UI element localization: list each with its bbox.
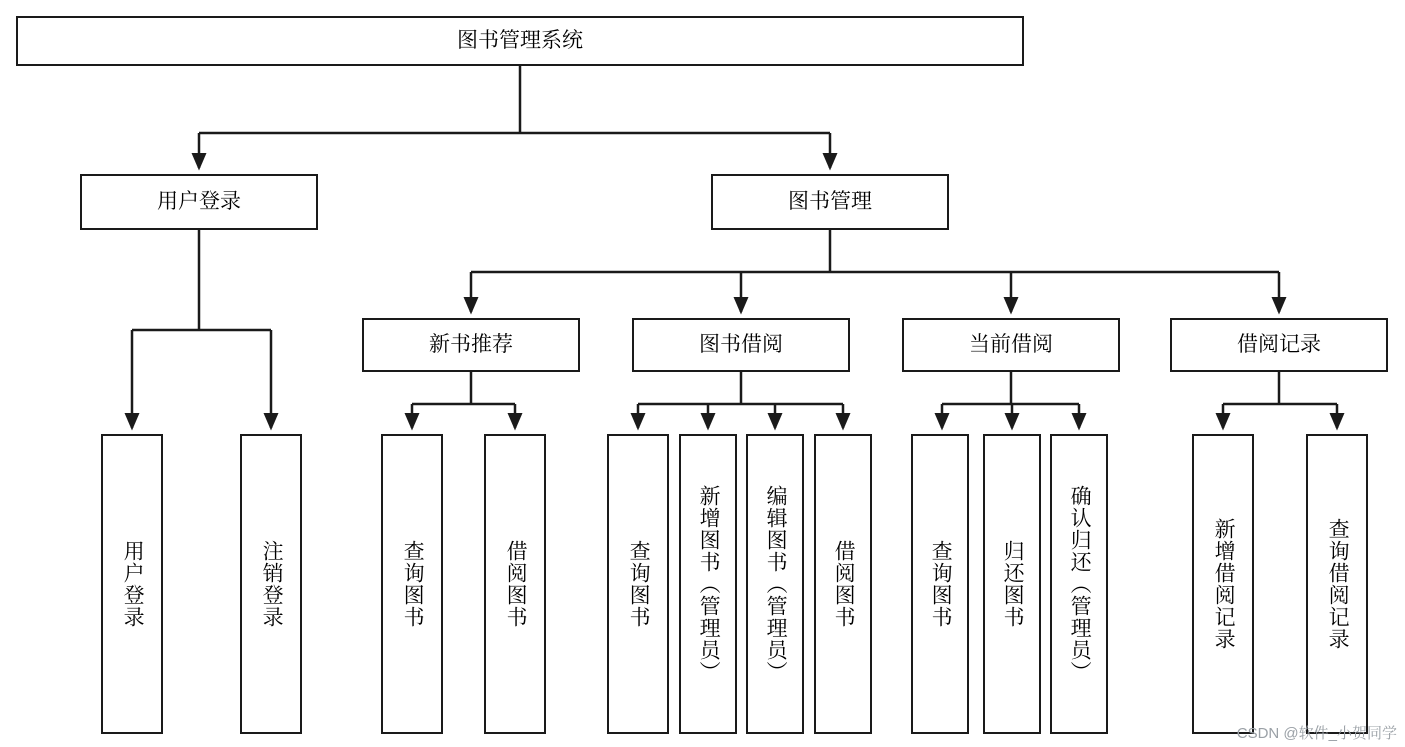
leaf-query-borrow-record-label: 查询借阅记录 [1326,518,1350,650]
leaf-borrow-book[interactable] [814,434,872,734]
node-new-book-recommend[interactable] [362,318,580,372]
node-borrow-record[interactable] [1170,318,1388,372]
leaf-edit-book-admin[interactable] [746,434,804,734]
leaf-query-book-current[interactable] [911,434,969,734]
node-current-borrow-label: 当前借阅 [969,332,1053,356]
node-book-management[interactable] [711,174,949,230]
leaf-return-book-label: 归还图书 [1001,540,1025,628]
leaf-logout-label: 注销登录 [260,540,284,628]
leaf-query-book-recommend[interactable] [381,434,443,734]
leaf-user-login-label: 用户登录 [121,540,145,628]
node-user-login-label: 用户登录 [157,189,241,213]
node-book-management-label: 图书管理 [788,189,872,213]
leaf-edit-book-admin-label: 编辑图书（管理员） [764,485,788,683]
leaf-confirm-return-admin-label: 确认归还（管理员） [1068,485,1092,683]
leaf-logout[interactable] [240,434,302,734]
node-book-borrow-label: 图书借阅 [699,332,783,356]
node-book-borrow[interactable] [632,318,850,372]
leaf-query-borrow-record[interactable] [1306,434,1368,734]
leaf-query-book-recommend-label: 查询图书 [401,540,425,628]
leaf-add-borrow-record[interactable] [1192,434,1254,734]
node-root-label: 图书管理系统 [457,28,583,52]
leaf-add-book-admin-label: 新增图书（管理员） [697,485,721,683]
leaf-borrow-book-recommend[interactable] [484,434,546,734]
node-root[interactable] [16,16,1024,66]
leaf-add-book-admin[interactable] [679,434,737,734]
node-borrow-record-label: 借阅记录 [1237,332,1321,356]
node-user-login[interactable] [80,174,318,230]
leaf-query-book-borrow-label: 查询图书 [627,540,651,628]
leaf-confirm-return-admin[interactable] [1050,434,1108,734]
leaf-return-book[interactable] [983,434,1041,734]
watermark: CSDN @软件_小贺同学 [1236,725,1397,742]
leaf-user-login[interactable] [101,434,163,734]
node-current-borrow[interactable] [902,318,1120,372]
leaf-borrow-book-label: 借阅图书 [832,540,856,628]
leaf-query-book-current-label: 查询图书 [929,540,953,628]
leaf-borrow-book-recommend-label: 借阅图书 [504,540,528,628]
leaf-add-borrow-record-label: 新增借阅记录 [1212,518,1236,650]
leaf-query-book-borrow[interactable] [607,434,669,734]
node-new-book-recommend-label: 新书推荐 [429,332,513,356]
